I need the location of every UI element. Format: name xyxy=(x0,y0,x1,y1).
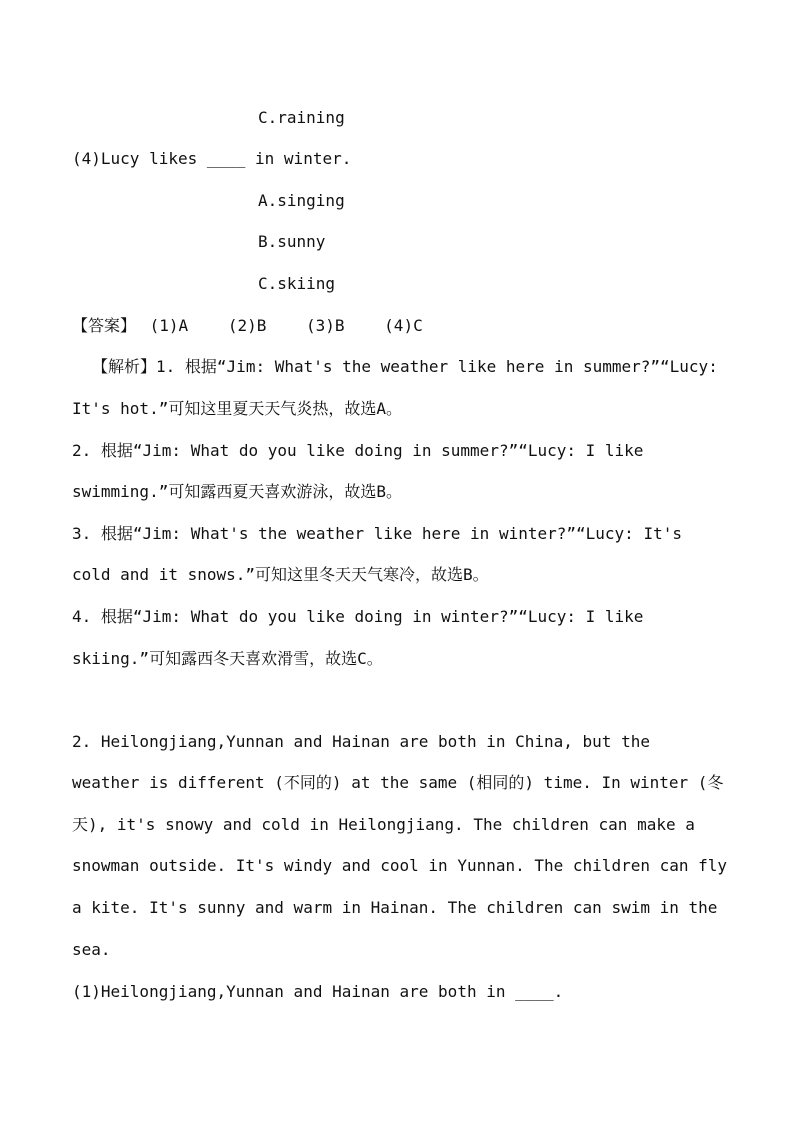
passage-q1-question: (1)Heilongjiang,Yunnan and Hainan are both in ____. xyxy=(72,982,564,1001)
analysis-line-1 xyxy=(92,357,718,377)
analysis-line-5: 3. 根据“Jim: What's the weather like here in winter?”“Lucy: It's xyxy=(72,524,682,543)
q3-option-c: C.raining xyxy=(258,108,345,127)
analysis-line-8: skiing.”可知露西冬天喜欢滑雪，故选C。 xyxy=(72,649,383,668)
answer-item: (4)C xyxy=(384,316,423,335)
q4-option-c: C.skiing xyxy=(258,274,336,293)
analysis-line-4: swimming.”可知露西夏天喜欢游泳，故选B。 xyxy=(72,482,402,501)
answer-item: (1)A xyxy=(149,316,189,335)
q4-option-b: B.sunny xyxy=(258,232,326,251)
passage-line-3: 天), it's snowy and cold in Heilongjiang. The children can make a xyxy=(72,815,695,834)
analysis-line-2: It's hot.”可知这里夏天天气炎热，故选A。 xyxy=(72,399,402,418)
answer-item: (2)B xyxy=(227,316,267,335)
answer-line xyxy=(72,316,423,336)
passage-line-2: weather is different (不同的) at the same (相同的) time. In winter (冬 xyxy=(72,773,724,792)
q4-option-a: A.singing xyxy=(258,191,345,210)
passage-line-5: a kite. It's sunny and warm in Hainan. The children can swim in the xyxy=(72,898,718,917)
analysis-line-6: cold and it snows.”可知这里冬天天气寒冷，故选B。 xyxy=(72,565,489,584)
analysis-text: 1. 根据“Jim: What's the weather like here in summer?”“Lucy: xyxy=(156,357,718,376)
analysis-line-3: 2. 根据“Jim: What do you like doing in summer?”“Lucy: I like xyxy=(72,441,644,460)
answer-label: 【答案】 xyxy=(72,316,137,335)
passage-line-1: 2. Heilongjiang,Yunnan and Hainan are both in China, but the xyxy=(72,732,650,751)
q4-question: (4)Lucy likes ____ in winter. xyxy=(72,149,352,168)
analysis-label: 【解析】 xyxy=(92,357,157,376)
analysis-line-7: 4. 根据“Jim: What do you like doing in winter?”“Lucy: I like xyxy=(72,607,644,626)
answer-item: (3)B xyxy=(306,316,345,335)
passage-line-6: sea. xyxy=(72,940,111,959)
passage-line-4: snowman outside. It's windy and cool in Yunnan. The children can fly xyxy=(72,856,728,875)
